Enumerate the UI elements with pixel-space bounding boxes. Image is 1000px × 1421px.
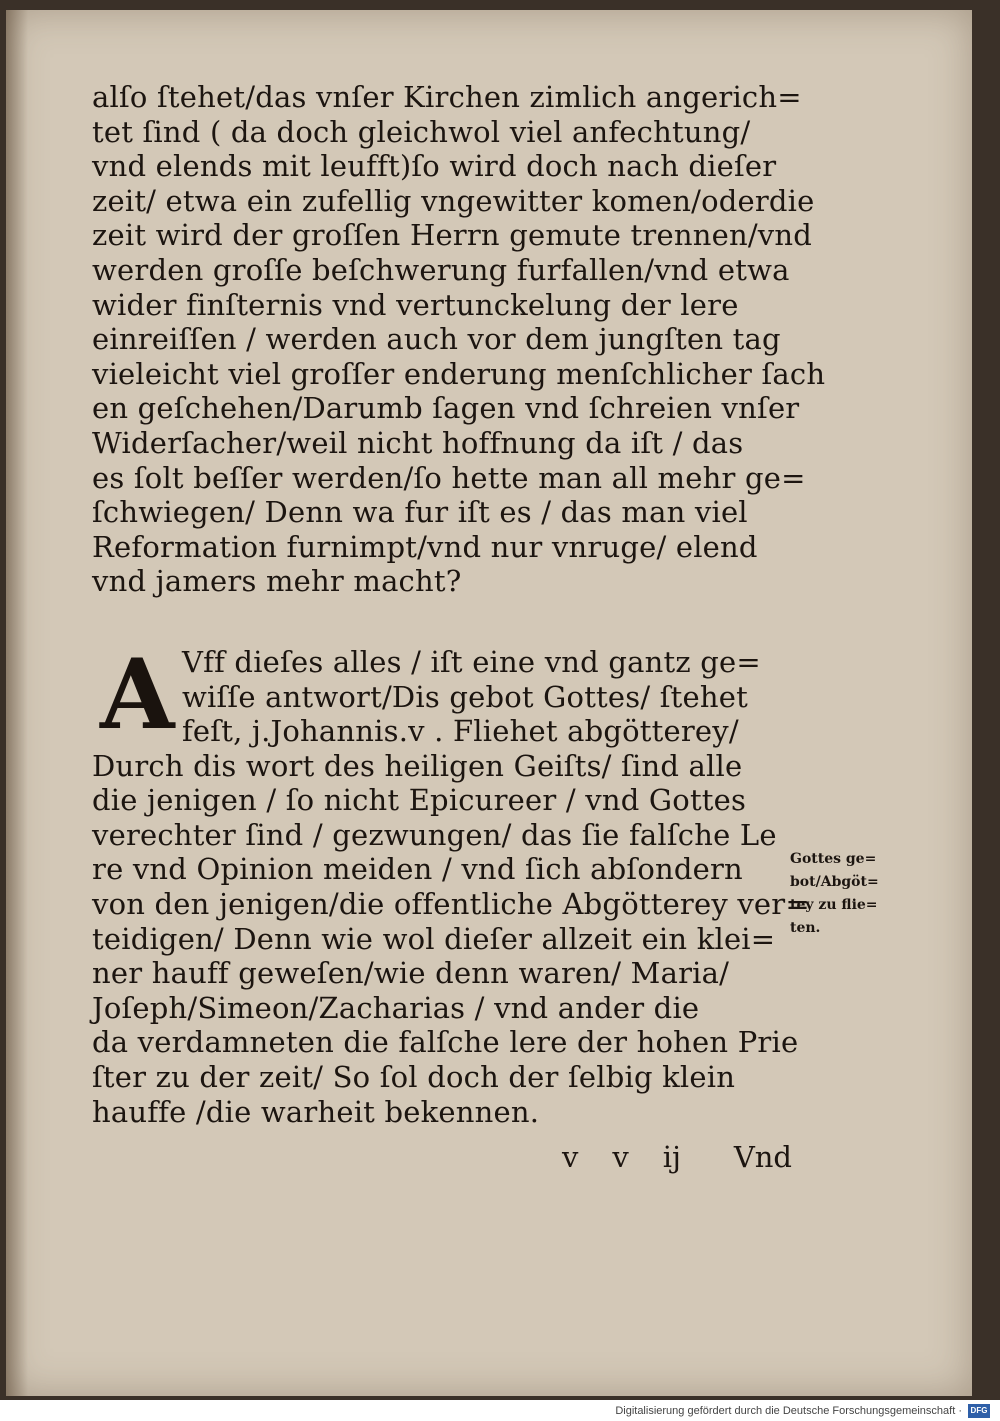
signature-part: v [612,1140,629,1174]
text-line: ſter zu der zeit/ So ſol doch der ſelbig klein [92,1060,736,1095]
paragraph-1 [92,80,826,599]
text-line: teidigen/ Denn wie wol dieſer allzeit ein klei= [92,921,776,956]
margin-note-line: bot/Abgöt= [790,874,879,890]
text-line: ner hauff geweſen/wie denn waren/ Maria/ [92,956,730,991]
text-line: Joſeph/Simeon/Zacharias / vnd ander die [92,990,700,1025]
text-line: die jenigen / ſo nicht Epicureer / vnd Gottes [92,783,747,818]
text-line: tet ſind ( da doch gleichwol viel anfechtung/ [92,114,751,149]
catchword: Vnd [733,1140,792,1174]
dfg-logo-icon [968,1404,990,1418]
text-line: es ſolt beſſer werden/ſo hette man all mehr ge= [92,460,806,495]
margin-note-line: ten. [790,920,821,936]
text-line: werden groſſe beſchwerung furfallen/vnd etwa [92,252,790,287]
text-line: wiſſe antwort/Dis gebot Gottes/ ſtehet [182,679,748,714]
text-line: Vff dieſes alles / iſt eine vnd gantz ge= [182,644,761,679]
text-line: re vnd Opinion meiden / vnd ſich abſondern [92,852,743,887]
text-line: en geſchehen/Darumb ſagen vnd ſchreien vnſer [92,391,800,426]
text-line: zeit wird der groſſen Herrn gemute trennen/vnd [92,218,813,253]
text-line: ſchwiegen/ Denn wa fur iſt es / das man viel [92,495,748,530]
text-line: wider finſternis vnd vertunckelung der lere [92,287,739,322]
text-line: zeit/ etwa ein zufellig vngewitter komen/oderdie [92,183,815,218]
signature-part: ij [662,1140,682,1174]
text-line: hauffe /die warheit bekennen. [92,1094,540,1129]
digitization-credit-bar [0,1400,1000,1421]
digitization-credit: Digitalisierung gefördert durch die Deutsche Forschungsgemeinschaft · [615,1404,962,1417]
text-line: verechter ſind / gezwungen/ das ſie falſche Le [92,817,777,852]
text-line: Reformation furnimpt/vnd nur vnruge/ elend [92,529,758,564]
text-line: vieleicht viel groſſer enderung menſchlicher ſach [92,356,826,391]
signature-part: v [562,1140,579,1174]
text-line: alſo ſtehet/das vnſer Kirchen zimlich angerich= [92,80,802,114]
text-line: da verdamneten die falſche lere der hohen Prie [92,1025,799,1060]
main-text-block [92,80,826,1129]
text-line: Durch dis wort des heiligen Geiſts/ ſind alle [92,748,743,783]
text-line: vnd jamers mehr macht? [92,564,462,599]
decorated-initial: A [100,637,175,751]
margin-note-line: Gottes ge= [790,851,877,867]
paragraph-2 [92,637,810,1129]
text-line: feſt, j.Johannis.v . Fliehet abgötterey/ [182,714,739,749]
text-line: vnd elends mit leufft)ſo wird doch nach dieſer [92,149,777,184]
page-gutter [6,10,28,1396]
dfg-logo-text: DFG [970,1406,988,1415]
page-footer-line [532,1140,792,1174]
text-line: Widerſacher/weil nicht hoffnung da iſt / das [92,425,744,460]
margin-note-line: tey zu flie= [790,897,878,913]
margin-note [790,848,930,940]
text-line: einreiſſen / werden auch vor dem jungſten tag [92,322,781,357]
text-line: von den jenigen/die offentliche Abgötterey ver= [92,887,810,922]
signature-mark [532,1140,681,1174]
